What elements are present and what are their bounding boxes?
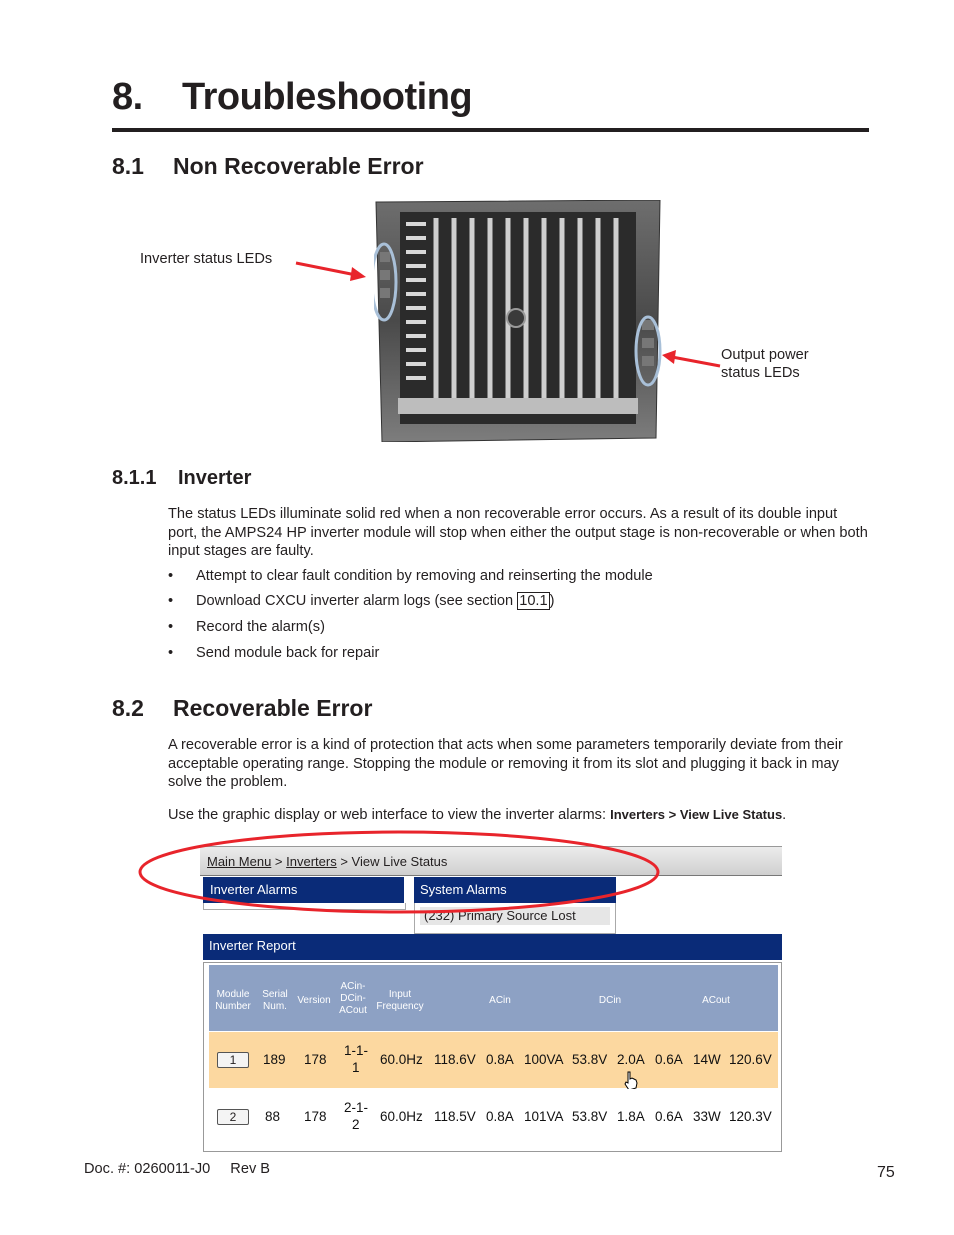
bullet-clear-fault: • Attempt to clear fault condition by removing and reinserting the module [168,568,653,584]
subsection-8-1-1-heading [112,467,251,490]
module-1-button[interactable]: 1 [217,1052,249,1068]
inverter-paragraph: The status LEDs illuminate solid red when a non recoverable error occurs. As a result of its double input port, the AMPS24 HP inverter module will stop when either the output stage is non-recoverable or when both input stages are faulty. [168,506,868,559]
inverter-alarms-header: Inverter Alarms [203,877,404,903]
doc-number: Doc. #: 0260011-J0 Rev B [84,1161,271,1177]
col-mode: ACin- DCin- ACout [339,981,367,1016]
col-dcin: DCin [598,995,622,1006]
col-serial: Serial Num. [262,989,288,1012]
section-8-2-title: Recoverable Error [173,695,373,721]
table-row[interactable]: 2 88 178 2-1- 2 60.0Hz 118.5V 0.8A 101VA 53.8V 1.8A 0.6A 33W 120.3V [209,1089,778,1145]
inverter-report-header: Inverter Report [203,934,782,960]
menu-path: Inverters > View Live Status [610,807,783,822]
callout-output-leds: Output power status LEDs [721,347,809,381]
section-8-2-heading [112,695,372,722]
hand-cursor-icon [623,1071,639,1091]
chapter-number: 8. [112,76,143,118]
bullet-record-alarm: • Record the alarm(s) [168,619,325,635]
chapter-title-text: Troubleshooting [182,76,473,118]
chapter-title [112,76,472,119]
table-header [209,965,778,1031]
col-version: Version [297,995,331,1006]
arrow-right-icon [660,348,722,370]
breadcrumb-current: > View Live Status [336,854,448,869]
breadcrumb-highlight-ellipse [136,826,670,918]
col-module: Module Number [215,989,251,1012]
system-alarm-item[interactable]: (232) Primary Source Lost [420,907,610,925]
inverter-report-table [203,962,782,1152]
subsection-title: Inverter [178,467,252,489]
breadcrumb-inverters[interactable]: Inverters [286,854,337,869]
module-2-button[interactable]: 2 [217,1109,249,1125]
arrow-left-icon [290,255,370,285]
table-row[interactable]: 1 189 178 1-1- 1 60.0Hz 118.6V 0.8A 100VA 53.8V 2.0A 0.6A 14W 120.6V [209,1032,778,1088]
callout-inverter-leds: Inverter status LEDs [140,251,273,267]
system-alarms-header: System Alarms [414,877,616,903]
page-number: 75 [877,1164,895,1181]
bullet-send-back: • Send module back for repair [168,645,380,661]
inverter-module-photo [374,200,662,442]
col-frequency: Input Frequency [376,989,424,1012]
breadcrumb: Main Menu > Inverters > View Live Status [200,846,782,876]
section-10-1-link[interactable]: 10.1 [519,593,548,609]
revision: Rev B [230,1161,271,1177]
col-acout: ACout [702,995,730,1006]
use-interface-paragraph: Use the graphic display or web interface to view the inverter alarms: Inverters > View Live Status. [168,807,787,823]
section-8-2-number: 8.2 [112,695,144,721]
section-8-1-number: 8.1 [112,153,144,179]
subsection-number: 8.1.1 [112,467,157,489]
section-8-1-heading [112,153,424,180]
bullet-download-logs: • Download CXCU inverter alarm logs (see section 10.1 ) [168,593,555,609]
recoverable-paragraph: A recoverable error is a kind of protection that acts when some parameters temporarily deviate from their acceptable operating range. Stopping the module or removing it from its slot and plugging it back in may solve the problem. [168,737,843,790]
breadcrumb-main-menu[interactable]: Main Menu [207,854,272,869]
col-acin: ACin [489,995,511,1006]
heading-rule [112,128,869,132]
section-8-1-title: Non Recoverable Error [173,153,424,179]
